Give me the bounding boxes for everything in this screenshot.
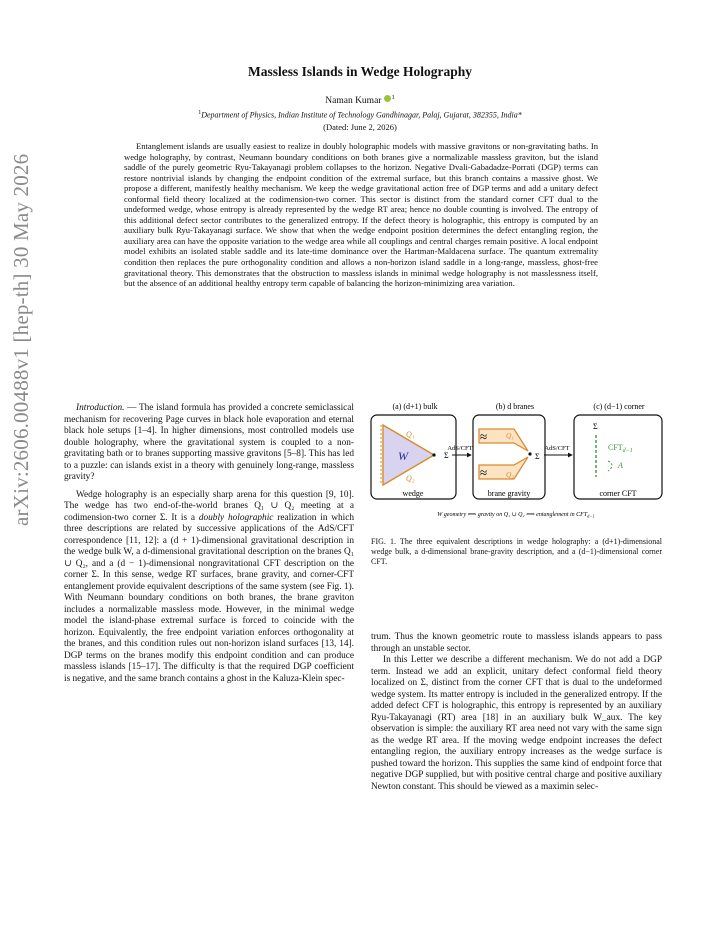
- abstract: Entanglement islands are usually easiest to realize in doubly holographic models with massive gravitons or non-gravitating baths. In wedge holography, by contrast, Neumann boundary conditions on both branes give a normalizable massless graviton, but the island saddle of the purely geometric Ryu-Takayanagi problem collapses to the horizon. Negative Dvali-Gabadadze-Porrati (DGP) terms can restore nontrivial islands by changing the endpoint condition of the extremal surface, but this branch contains a massive ghost. We propose a different, manifestly healthy mechanism. We keep the wedge gravitational action free of DGP terms and add a unitary defect conformal field theory localized at the codimension-two corner. This sector is distinct from the standard corner CFT dual to the undeformed wedge, whose entropy is already represented by the wedge RT area; hence no double counting is involved. The entropy of this additional defect sector contributes to the generalized entropy. If the defect theory is holographic, this entropy is computed by an auxiliary bulk Ryu-Takayanagi surface. We show that when the wedge endpoint position determines the defect entangling region, the auxiliary area can have the opposite variation to the wedge area while all couplings and central charges remain positive. A local endpoint model exhibits an isolated stable saddle and its late-time dominance over the Hartman-Maldacena surface. The quantum extremality condition then replaces the pure orthogonality condition and allows a non-horizon island saddle in a long-range, massless, ghost-free gravitational theory. This demonstrates that the obstruction to massless islands in minimal wedge holography is not masslessness itself, but the absence of an additional healthy entropy term capable of balancing the horizon-minimizing area variation.: [124, 141, 598, 289]
- equivalence-chain: W geometry ⟺ gravity on Q₁ ∪ Q₂ ⟺ entanglement in $CFT_{d-1}$: [437, 512, 595, 519]
- sigma-label-b: Σ: [535, 452, 540, 461]
- figure-label: FIG. 1.: [371, 537, 396, 546]
- corner-dot-b: [528, 452, 531, 455]
- panel-a-caption: wedge: [402, 489, 424, 498]
- intro-text: — The island formula has provided a concrete semiclassical mechanism for recovering Page curves in black hole evaporation and eternal black hole setups [1–4]. In higher dimensions, most controlled models use double holography, where the gravitational system is coupled to a non-gravitating bath or to branes supporting massive gravitons [5–8]. This has led to a puzzle: can islands exist in a theory with genuinely long-range, massless gravity?: [64, 403, 354, 482]
- q2-label-a: Q₂: [406, 474, 415, 483]
- wedge-text-em: doubly holographic: [198, 512, 274, 523]
- panel-b-title: (b) d branes: [495, 402, 535, 411]
- panel-c-box: [574, 415, 662, 499]
- wedge-w-label: W: [398, 449, 408, 463]
- panel-b-caption: brane gravity: [487, 489, 531, 498]
- adscft-label-2: AdS/CFT: [544, 445, 570, 452]
- left-column: [64, 403, 354, 685]
- sigma-label-a: Σ: [444, 451, 449, 460]
- panel-a-title: (a) (d+1) bulk: [392, 402, 438, 411]
- right-mechanism-paragraph: In this Letter we describe a different mechanism. We do not add a DGP term. Instead we add an explicit, unitary defect conformal field theory localized on Σ, distinct from the corner CFT that is dual to the undeformed wedge system. Its matter entropy is included in the generalized entropy. If the added defect CFT is holographic, this entropy is represented by an auxiliary Ryu-Takayanagi (RT) area [18] in an auxiliary bulk W_aux. The key observation is simple: the auxiliary RT area need not vary with the same sign as the wedge RT area. If the moving wedge endpoint increases the defect entangling region, the auxiliary entropy increases as the wedge surface is pushed toward the horizon. This supplies the same kind of endpoint force that negative DGP supplied, but with positive central charge and positive auxiliary Newton constant. This should be viewed as a maximin selec-: [371, 655, 662, 792]
- author-sup: 1: [391, 94, 395, 101]
- q1-label-a: Q₁: [406, 430, 415, 439]
- panel-c-caption: corner CFT: [599, 489, 637, 498]
- region-a-label: A: [618, 461, 623, 470]
- adscft-label-1: AdS/CFT: [447, 445, 473, 452]
- right-column: [371, 632, 662, 793]
- q2-label-b: Q₂: [506, 470, 515, 479]
- author-line: [0, 94, 720, 106]
- affiliation-sup: 1: [198, 110, 202, 116]
- intro-paragraph: [64, 403, 354, 484]
- dated-line: (Dated: June 2, 2026): [323, 122, 397, 132]
- q1-label-b: Q₁: [506, 431, 515, 440]
- intro-runin: Introduction.: [76, 403, 125, 413]
- paper-title: Massless Islands in Wedge Holography: [247, 64, 473, 79]
- wedge-text-b: realization in which three descriptions are related by successive applications of the AdS/CFT correspondence [11, 12]: a (d + 1)-dimensional gravitational description in the wedge bulk W, a d-dimensional gravitational description on the branes Q₁ ∪ Q₂, and a (d − 1)-dimensional nongravitational CFT description on the corner Σ. In this sense, wedge RT surfaces, brane gravity, and corner-CFT entanglement provide equivalent descriptions of the same system (see Fig. 1). With Neumann boundary conditions on both branes, the brane graviton includes a normalizable massless mode. However, in the minimal wedge model the island-phase extremal surface is forced to coincide with the horizon. Equivalently, the free endpoint variation enforces orthogonality at the branes, and this condition rules out non-horizon island surfaces [13, 14]. DGP terms on the branes modify this endpoint condition and can produce massless islands [15–17]. The difficulty is that the required DGP coefficient is negative, and the same branch contains a ghost in the Kaluza-Klein spec-: [64, 512, 355, 684]
- right-cont-paragraph: trum. Thus the known geometric route to massless islands appears to pass through an unstable sector.: [371, 632, 662, 654]
- affiliation-text: Department of Physics, Indian Institute of Technology Gandhinagar, Palaj, Gujarat, 382355, India*: [201, 110, 522, 120]
- approx-symbol-1: ≈: [480, 429, 488, 444]
- wedge-paragraph: [64, 490, 354, 686]
- figure-1: [368, 399, 664, 521]
- cft-label: $CFT_{d-1}$: [608, 443, 633, 454]
- approx-symbol-2: ≈: [480, 465, 488, 480]
- corner-dot-a: [432, 453, 435, 456]
- sigma-label-c: Σ: [593, 422, 598, 431]
- wedge-text-a: Wedge holography is an especially sharp arena for this question [9, 10]. The wedge has two end-of-the-world branes Q₁ ∪ Q₂ meeting at a codimension-two corner Σ. It is a: [64, 489, 354, 523]
- figure-caption: [371, 537, 662, 567]
- panel-c-title: (c) (d−1) corner: [593, 402, 645, 411]
- author-name: Naman Kumar: [325, 96, 382, 107]
- affiliation: [0, 110, 720, 120]
- figure-caption-text: The three equivalent descriptions in wedge holography: a (d+1)-dimensional wedge bulk, a d-dimensional brane-gravity description, and a (d−1)-dimensional corner CFT.: [371, 537, 662, 566]
- arxiv-stamp: arXiv:2606.00488v1 [hep-th] 30 May 2026: [9, 153, 33, 526]
